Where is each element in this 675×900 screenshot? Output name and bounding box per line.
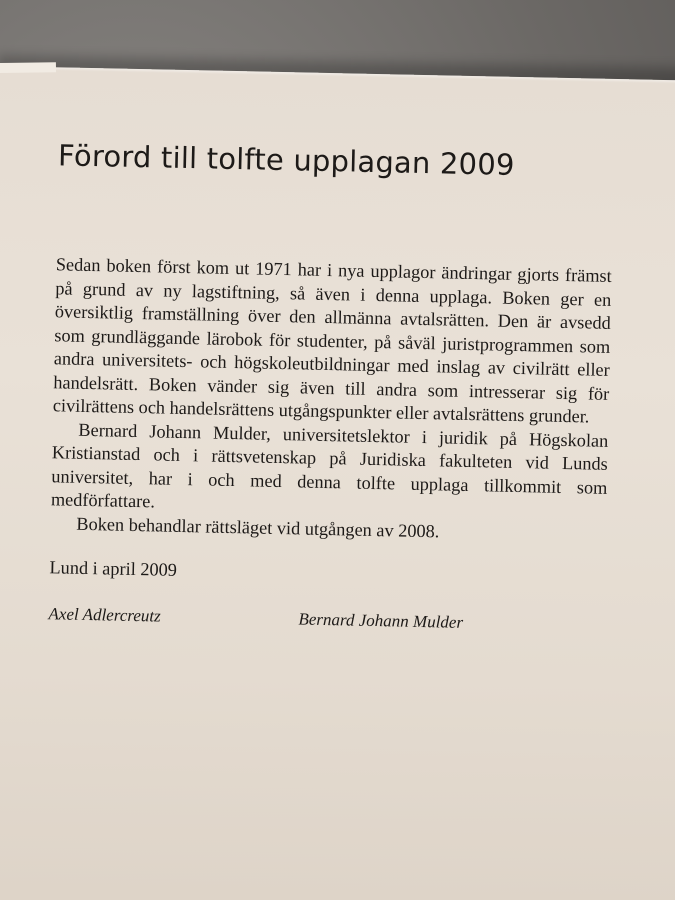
paragraph-2: Bernard Johann Mulder, universitetslektor i juridik på Högskolan Kristianstad och i rättsvetenskap på Juridiska fakulteten vid Lunds universitet, har i och med denna tolfte upplaga tillkommit som medförfattare. bbox=[50, 419, 609, 512]
page-content bbox=[48, 137, 614, 636]
page-title: Förord till tolfte upplagan 2009 bbox=[57, 138, 515, 182]
paragraph-3: Boken behandlar rättsläget vid utgången av 2008. bbox=[76, 513, 440, 541]
signature-author-2: Bernard Johann Mulder bbox=[298, 609, 464, 632]
paragraph-1: Sedan boken först kom ut 1971 har i nya upplagor ändringar gjorts främst på grund av ny lagstiftning, så även i denna upplaga. Boken ger en översiktlig framställning över den allmänna avtalsrätten. Den är avsedd som grundläggande lärobok för studenter, på såväl juristprogrammen som andra universitets- och högskoleutbildningar med inslag av civilrätt eller handelsrätt. Boken vänder sig även till andra som intresserar sig för civilrättens och handelsrättens utgångspunkter eller avtalsrättens grunder. bbox=[52, 254, 612, 427]
page-corner bbox=[0, 62, 56, 73]
book-page bbox=[0, 66, 675, 900]
signature-author-1: Axel Adlercreutz bbox=[48, 604, 161, 626]
preface-body bbox=[50, 253, 612, 547]
place-date: Lund i april 2009 bbox=[49, 557, 178, 580]
show-through-text bbox=[94, 628, 554, 664]
